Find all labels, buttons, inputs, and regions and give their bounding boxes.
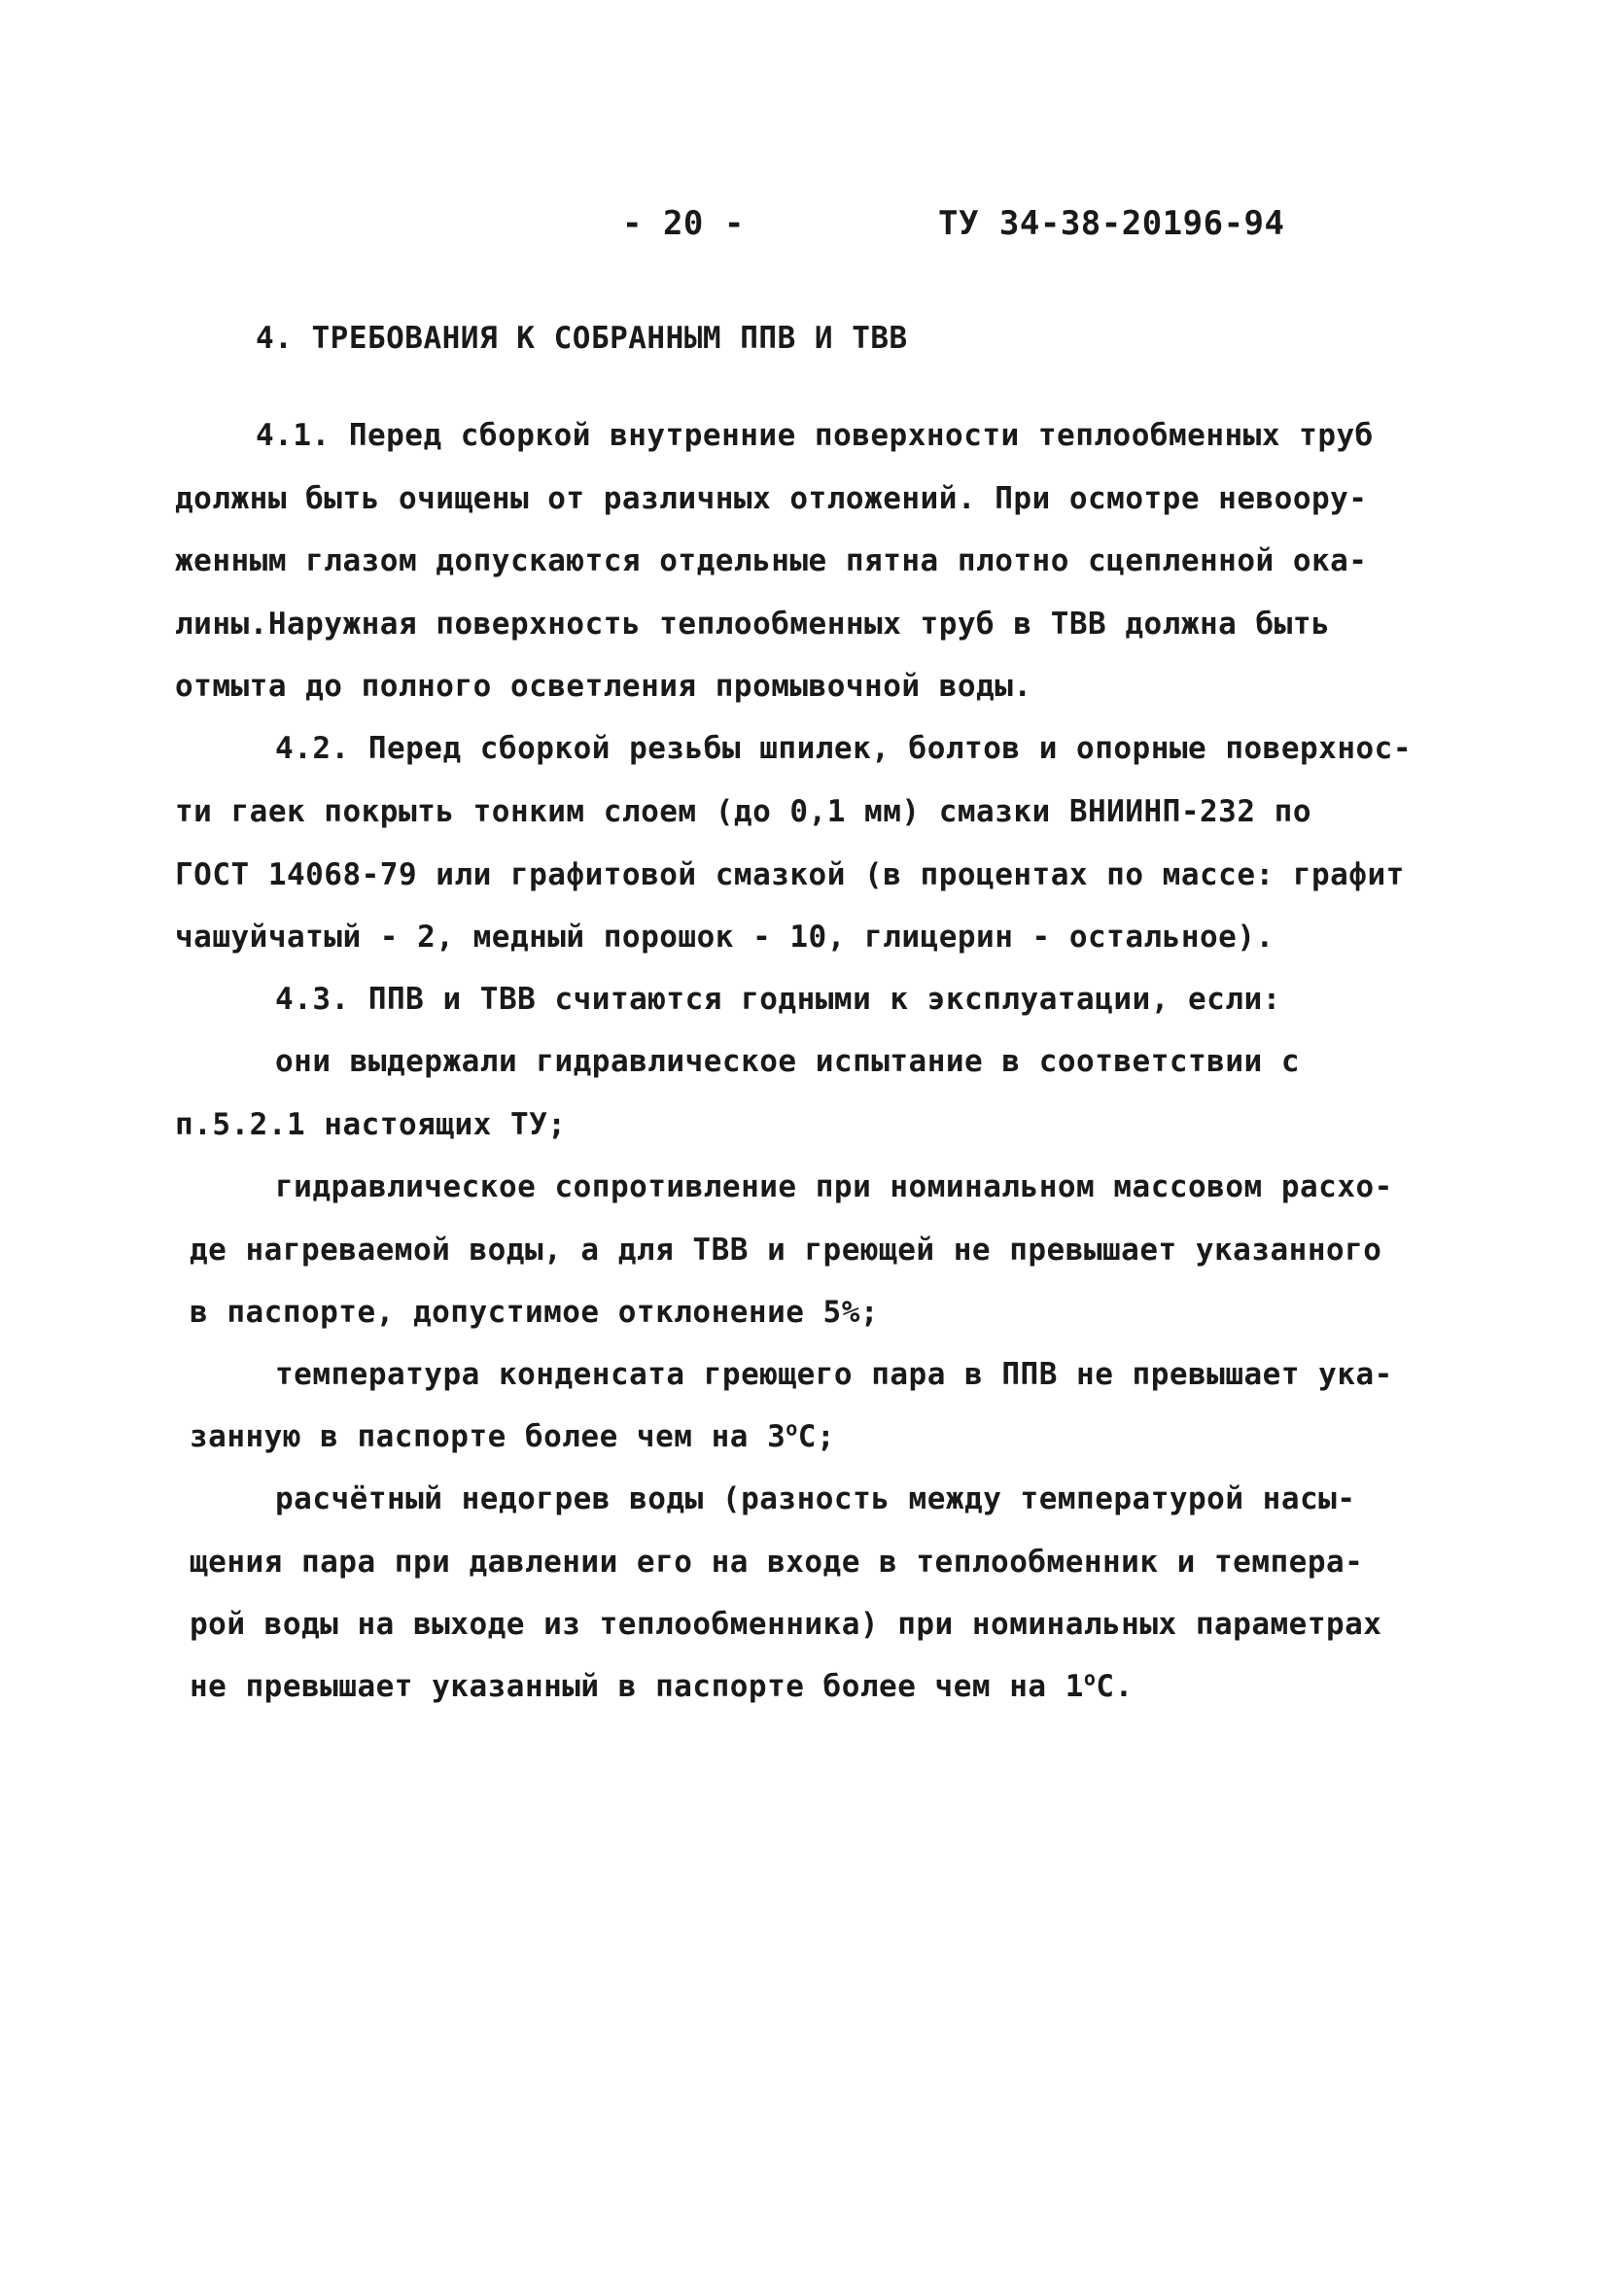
paragraph-line: расчётный недогрев воды (разность между температурой насы- xyxy=(275,1481,1356,1516)
paragraph-line: гидравлическое сопротивление при номинальном массовом расхо- xyxy=(275,1169,1393,1204)
paragraph-line: чашуйчатый - 2, медный порошок - 10, глицерин - остальное). xyxy=(175,920,1275,955)
paragraph-line: 4.1. Перед сборкой внутренние поверхности теплообменных труб xyxy=(256,418,1374,453)
paragraph-line: женным глазом допускаются отдельные пятна плотно сцепленной ока- xyxy=(175,543,1368,578)
page-number: - 20 - xyxy=(622,204,745,243)
paragraph-line xyxy=(190,1667,1134,1706)
line-text: занную в паспорте более чем на 3 xyxy=(190,1419,786,1454)
document-code: ТУ 34-38-20196-94 xyxy=(938,204,1285,243)
paragraph-line: отмыта до полного осветления промывочной воды. xyxy=(175,669,1032,704)
paragraph-line: в паспорте, допустимое отклонение 5%; xyxy=(190,1295,880,1330)
unit-text: С. xyxy=(1096,1669,1134,1704)
section-heading: 4. ТРЕБОВАНИЯ К СОБРАННЫМ ППВ И ТВВ xyxy=(256,321,908,356)
paragraph-line: щения пара при давлении его на входе в теплообменник и темпера- xyxy=(190,1545,1364,1580)
paragraph-line: ти гаек покрыть тонким слоем (до 0,1 мм) смазки ВНИИНП-232 по xyxy=(175,794,1311,829)
paragraph-line: рой воды на выходе из теплообменника) при номинальных параметрах xyxy=(190,1607,1382,1642)
line-text: не превышает указанный в паспорте более чем на 1 xyxy=(190,1669,1084,1704)
paragraph-line: лины.Наружная поверхность теплообменных труб в ТВВ должна быть xyxy=(175,607,1331,642)
unit-text: С; xyxy=(797,1419,836,1454)
paragraph-line: 4.3. ППВ и ТВВ считаются годными к эксплуатации, если: xyxy=(275,982,1281,1017)
degree-sign: o xyxy=(1083,1666,1097,1690)
paragraph-line: температура конденсата греющего пара в ППВ не превышает ука- xyxy=(275,1357,1393,1392)
paragraph-line xyxy=(190,1417,835,1456)
paragraph-line: должны быть очищены от различных отложений. При осмотре невоору- xyxy=(175,481,1368,516)
paragraph-line: п.5.2.1 настоящих ТУ; xyxy=(175,1107,567,1142)
paragraph-line: они выдержали гидравлическое испытание в соответствии с xyxy=(275,1044,1300,1079)
degree-sign: o xyxy=(786,1416,798,1441)
paragraph-line: ГОСТ 14068-79 или графитовой смазкой (в процентах по массе: графит xyxy=(175,857,1405,892)
paragraph-line: 4.2. Перед сборкой резьбы шпилек, болтов и опорные поверхнос- xyxy=(275,731,1412,766)
paragraph-line: де нагреваемой воды, а для ТВВ и греющей не превышает указанного xyxy=(190,1233,1382,1268)
